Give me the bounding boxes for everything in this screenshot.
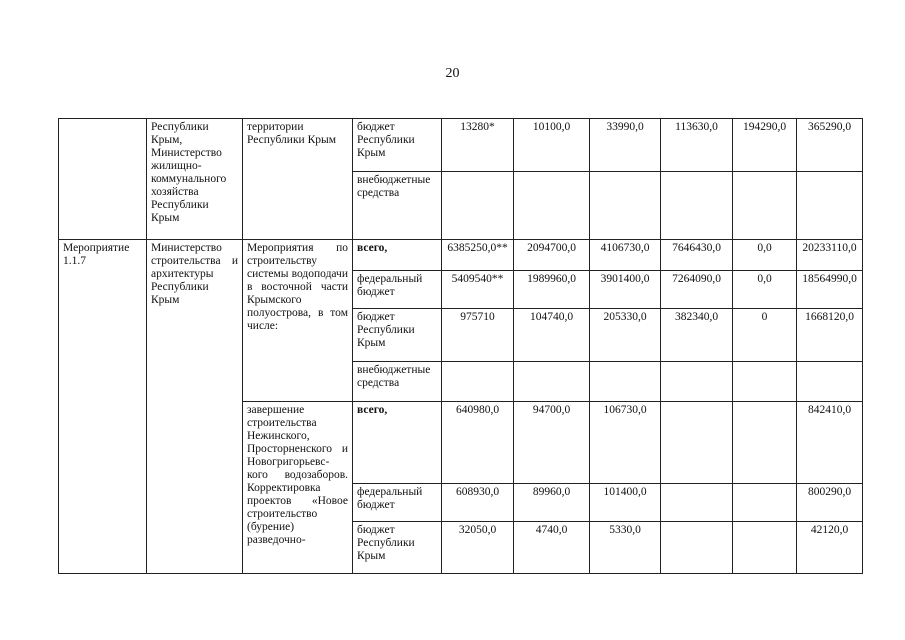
value-cell <box>733 484 797 522</box>
source-cell: федеральный бюджет <box>353 271 442 309</box>
source-cell: федеральный бюджет <box>353 484 442 522</box>
value-cell: 0 <box>733 309 797 362</box>
value-cell: 10100,0 <box>514 119 590 172</box>
value-cell <box>442 362 514 402</box>
value-cell: 842410,0 <box>797 402 863 484</box>
value-cell: 89960,0 <box>514 484 590 522</box>
value-cell: 608930,0 <box>442 484 514 522</box>
value-cell: 640980,0 <box>442 402 514 484</box>
budget-table <box>58 118 863 574</box>
measure-cell: Мероприятие 1.1.7 <box>59 240 147 574</box>
value-cell <box>733 402 797 484</box>
value-cell <box>661 522 733 574</box>
source-cell: всего, <box>353 402 442 484</box>
source-cell: всего, <box>353 240 442 271</box>
description-cell: Мероприятия по строительству системы водоподачи в восточной части Крымского полуострова, в том числе: <box>243 240 353 402</box>
table-row <box>59 240 863 271</box>
value-cell: 33990,0 <box>590 119 661 172</box>
value-cell: 4106730,0 <box>590 240 661 271</box>
value-cell: 13280* <box>442 119 514 172</box>
executor-cell: Министерство строительства и архитектуры Республики Крым <box>147 240 243 574</box>
value-cell: 42120,0 <box>797 522 863 574</box>
value-cell <box>514 362 590 402</box>
measure-cell <box>59 119 147 240</box>
description-cell: территории Республики Крым <box>243 119 353 240</box>
value-cell: 0,0 <box>733 271 797 309</box>
source-cell: бюджет Республики Крым <box>353 309 442 362</box>
value-cell: 0,0 <box>733 240 797 271</box>
source-cell: бюджет Республики Крым <box>353 119 442 172</box>
value-cell <box>661 484 733 522</box>
value-cell: 975710 <box>442 309 514 362</box>
value-cell: 113630,0 <box>661 119 733 172</box>
value-cell <box>442 172 514 240</box>
value-cell: 106730,0 <box>590 402 661 484</box>
value-cell <box>797 362 863 402</box>
description-cell: завершение строительства Нежинского, Просторненского и Новогригорьевс-кого водозаборов. Корректировка проектов «Новое строительство (бурение) разведочно- <box>243 402 353 574</box>
table-row <box>59 119 863 172</box>
value-cell: 20233110,0 <box>797 240 863 271</box>
value-cell: 2094700,0 <box>514 240 590 271</box>
source-cell: внебюджетные средства <box>353 172 442 240</box>
value-cell: 3901400,0 <box>590 271 661 309</box>
value-cell: 101400,0 <box>590 484 661 522</box>
value-cell: 382340,0 <box>661 309 733 362</box>
value-cell: 5330,0 <box>590 522 661 574</box>
value-cell <box>661 362 733 402</box>
value-cell: 32050,0 <box>442 522 514 574</box>
value-cell: 205330,0 <box>590 309 661 362</box>
value-cell: 6385250,0** <box>442 240 514 271</box>
value-cell: 7264090,0 <box>661 271 733 309</box>
executor-cell: Республики Крым, Министерство жилищно-коммунального хозяйства Республики Крым <box>147 119 243 240</box>
value-cell <box>661 402 733 484</box>
value-cell <box>514 172 590 240</box>
value-cell: 1668120,0 <box>797 309 863 362</box>
value-cell: 7646430,0 <box>661 240 733 271</box>
value-cell <box>733 362 797 402</box>
value-cell: 18564990,0 <box>797 271 863 309</box>
value-cell: 5409540** <box>442 271 514 309</box>
value-cell: 104740,0 <box>514 309 590 362</box>
value-cell <box>797 172 863 240</box>
page-number: 20 <box>445 66 460 81</box>
value-cell <box>733 522 797 574</box>
value-cell <box>733 172 797 240</box>
value-cell <box>590 362 661 402</box>
value-cell: 365290,0 <box>797 119 863 172</box>
source-cell: внебюджетные средства <box>353 362 442 402</box>
value-cell: 800290,0 <box>797 484 863 522</box>
value-cell: 4740,0 <box>514 522 590 574</box>
value-cell: 94700,0 <box>514 402 590 484</box>
value-cell: 1989960,0 <box>514 271 590 309</box>
source-cell: бюджет Республики Крым <box>353 522 442 574</box>
value-cell <box>590 172 661 240</box>
value-cell <box>661 172 733 240</box>
value-cell: 194290,0 <box>733 119 797 172</box>
